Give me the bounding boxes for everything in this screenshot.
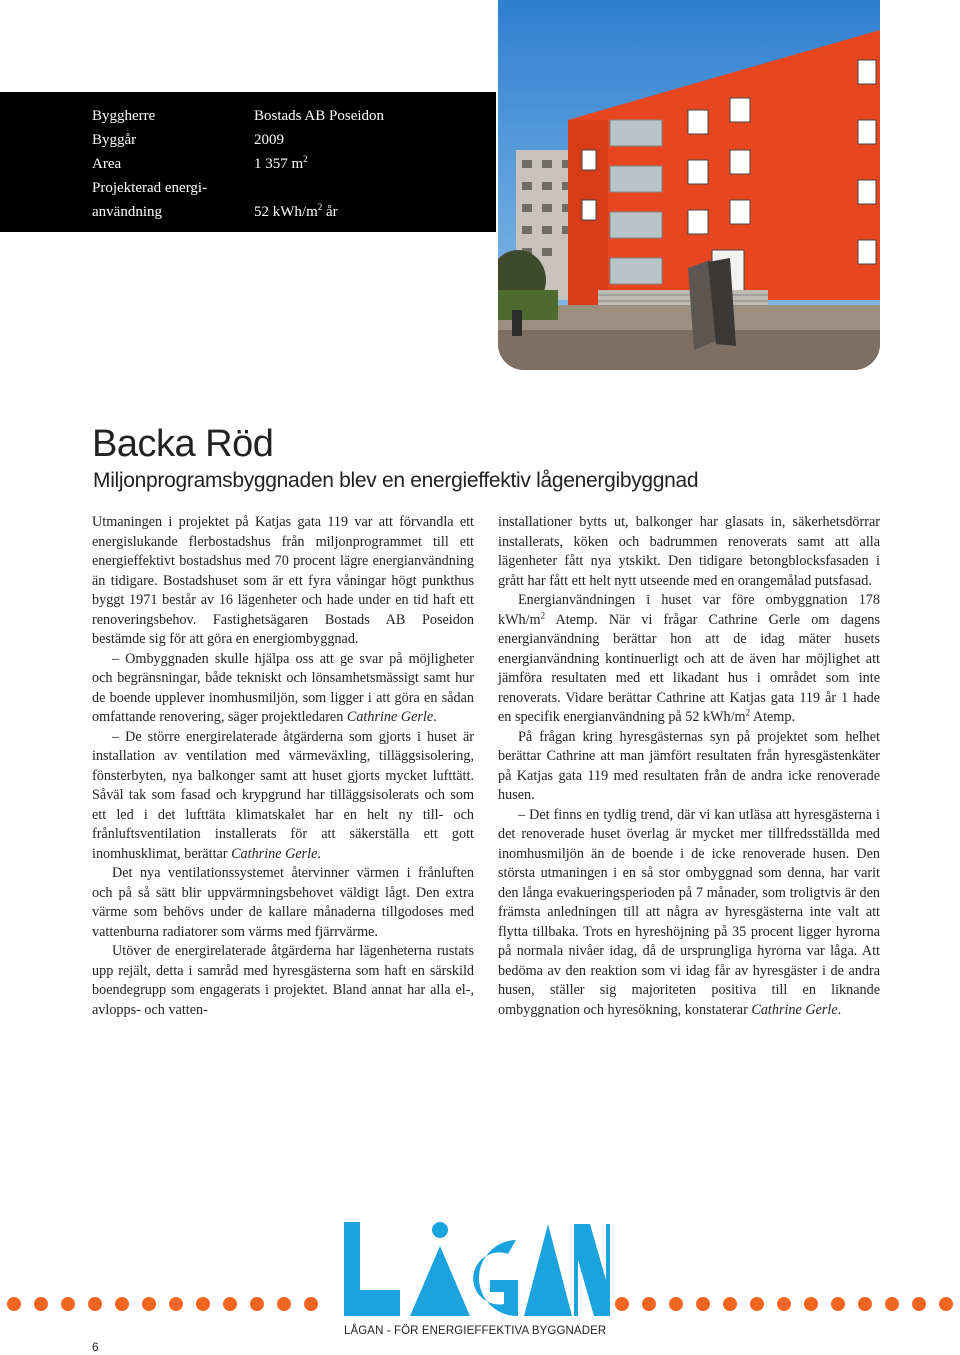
fact-value: Bostads AB Poseidon <box>254 108 385 124</box>
fact-value: 1 357 $m^2$ <box>254 154 308 172</box>
paragraph: Utmaningen i projektet på Katjas gata 119 var att förvandla ett energislukande flerbostadshus från miljonprogrammet till ett energieffektivt bostadshus med 70 procent lägre energianvändning än tidigare. Bostadshuset som är ett fyra våningar högt punkthus byggt 1971 består av 16 lägenheter och hade under en tid haft ett renoveringsbehov. Fastighetsägaren Bostads AB Poseidon bestämde sig för att göra en energiombyggnad. <box>92 514 474 647</box>
paragraph: – De större energirelaterade åtgärderna som gjorts i huset är installation av ventilation med värmeväxling, tilläggsisolering, fönsterbyten, nya balkonger samt att huset gjorts mycket lufttätt. Såväl tak som fasad och krypgrund har tilläggsisolerats och som ett led i det lufttäta klimatskalet har en helt ny till- och frånluftsventilation installerats för att säkerställa ett gott inomhusklimat, berättar Cathrine Gerle. <box>92 728 474 862</box>
page-subtitle: Miljonprogramsbyggnaden blev en energieffektiv lågenergibyggnad <box>93 469 699 492</box>
paragraph: Energianvändningen i huset var före ombyggnation 178 kWh/$m^2$ Atemp. När vi frågar Cathrine Gerle om dagens energianvändning berättar hon att de idag mäter husets energianvändning kontinuerligt och att de även har möjlighet att jämföra resultaten med ett likadant hus i området som inte renoverats. Vidare berättar Cathrine att Katjas gata 119 år 1 hade en specifik energianvändning på 52 kWh/$m^2$ Atemp. <box>498 592 880 725</box>
paragraph: installationer bytts ut, balkonger har glasats in, säkerhetsdörrar installerats, köken och badrummen renoverats samt att alla lägenheter fått nya ytskikt. Den tidigare betongblocksfasaden i grått har fått ett helt nytt utseende med en orangemålad putsfasad. <box>498 514 880 589</box>
fact-value: 52 kWh/$m^2$ år <box>254 202 338 220</box>
logo-caption: LÅGAN - FÖR ENERGIEFFEKTIVA BYGGNADER <box>344 1325 607 1337</box>
paragraph: – Ombyggnaden skulle hjälpa oss att ge svar på möjligheter och begränsningar, både tekniskt och lönsamhetsmässigt samt hur de boende upplever inomhusmiljön, som ligger i att göra en sådan omfattande renovering, säger projektledaren Cathrine Gerle. <box>92 650 474 725</box>
body-column-right <box>498 513 880 1020</box>
fact-value: 2009 <box>254 132 284 148</box>
page-title: Backa Röd <box>92 423 274 465</box>
fact-label: Projekterad energi- användning <box>92 180 208 220</box>
fact-label: Byggherre <box>92 108 156 124</box>
paragraph: Utöver de energirelaterade åtgärderna har lägenheterna rustats upp rejält, detta i samråd med hyresgästerna som haft en särskild boendegrupp som engagerats i projektet. Bland annat har alla el-, avlopps- och vatten- <box>92 943 474 1018</box>
fact-label: Area <box>92 156 122 172</box>
paragraph: Det nya ventilationssystemet återvinner värmen i frånluften och på så sätt blir uppvärmningsbehovet väldigt lågt. Den extra värme som behövs under de kallare månaderna tillgodoses med vattenburna radiatorer som värms med fjärrvärme. <box>92 865 474 940</box>
paragraph: – Det finns en tydlig trend, där vi kan utläsa att hyresgästerna i det renoverade huset överlag är mycket mer tillfredsställda med inomhusmiljön än de boende i de icke renoverade husen. Den största utmaningen i en så stor ombyggnad som denna, har varit den långa evakueringsperioden på 7 månader, som troligtvis är den främsta anledningen till att några av hyresgästerna inte valt att flytta tillbaka. Trots en hyreshöjning på 35 procent ligger hyrorna på normala nivåer idag, då de ursprungliga hyrorna var låga. Att bedöma av den reaktion som vi idag får av hyresgäster i de andra husen, ställer sig majoriteten positiva till en liknande ombyggnation och hyresökning, konstaterar Cathrine Gerle. <box>498 806 880 1018</box>
paragraph: På frågan kring hyresgästernas syn på projektet som helhet berättar Cathrine att man jämfört resultaten från hyresgästenkäter på Katjas gata 119 med resultaten från de andra icke renoverade husen. <box>498 728 880 803</box>
page-number: 6 <box>92 1340 99 1354</box>
fact-box <box>0 92 496 232</box>
body-column-left <box>92 513 474 1020</box>
lagan-logo <box>340 1220 610 1320</box>
fact-label: Byggår <box>92 132 137 148</box>
building-photo-icon <box>498 0 880 370</box>
building-photo <box>498 0 880 370</box>
lagan-logo-icon <box>340 1220 610 1320</box>
